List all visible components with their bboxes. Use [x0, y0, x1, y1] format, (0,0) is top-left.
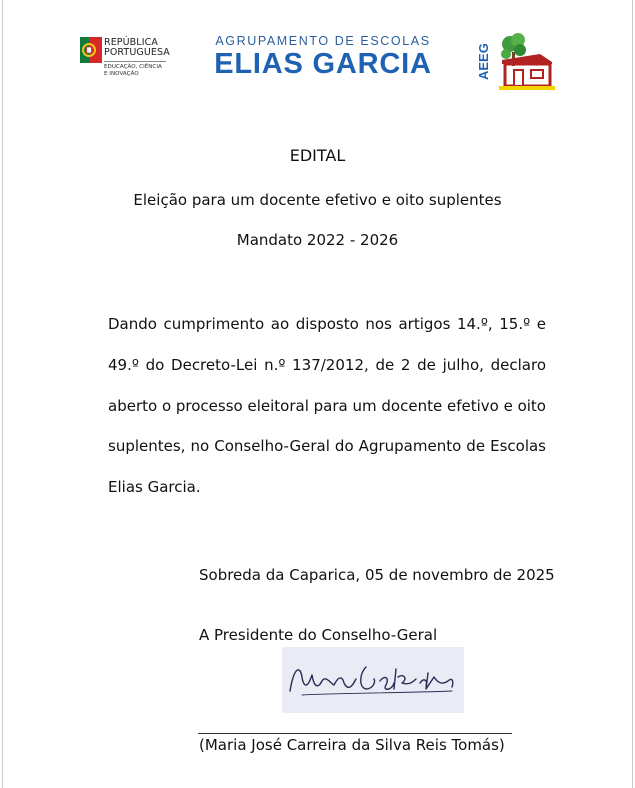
- document-title: EDITAL: [289, 146, 346, 165]
- agrupamento-logo-line2: ELIAS GARCIA: [214, 48, 432, 80]
- place-and-date: Sobreda da Caparica, 05 de novembro de 2025: [199, 566, 555, 584]
- aeeg-school-emblem-icon: [476, 30, 558, 92]
- ministry-line1: EDUCAÇÃO, CIÊNCIA: [104, 64, 162, 70]
- aeeg-logo-text: AEEG: [476, 43, 491, 80]
- document-subtitle: Eleição para um docente efetivo e oito suplentes: [133, 191, 502, 209]
- republica-line2: PORTUGUESA: [104, 47, 170, 58]
- page-edge-right: [632, 0, 633, 788]
- paragraph-line: Dando cumprimento ao disposto nos artigos 14.º, 15.º e: [108, 315, 546, 333]
- document-header: [0, 30, 635, 92]
- signer-role: A Presidente do Conselho-Geral: [199, 626, 438, 644]
- signer-name: (Maria José Carreira da Silva Reis Tomás): [199, 736, 505, 754]
- ministry-line2: E INOVAÇÃO: [104, 70, 139, 77]
- paragraph-line: aberto o processo eleitoral para um docente efetivo e oito: [108, 396, 546, 415]
- page-edge-left: [2, 0, 3, 788]
- paragraph-line: Elias Garcia.: [108, 478, 201, 497]
- republica-portuguesa-logo: [80, 35, 190, 85]
- body-paragraph: [108, 304, 546, 508]
- signature-scribble-icon: [282, 647, 464, 713]
- signature-line: [198, 733, 512, 734]
- ministry-name: [104, 64, 162, 77]
- republica-divider: [104, 61, 166, 62]
- aeeg-logo: [476, 30, 558, 92]
- paragraph-line: 49.º do Decreto-Lei n.º 137/2012, de 2 de julho, declaro: [108, 355, 546, 374]
- paragraph-line: suplentes, no Conselho-Geral do Agrupamento de Escolas: [108, 437, 546, 456]
- handwritten-signature: [282, 647, 464, 713]
- agrupamento-logo-line1: AGRUPAMENTO DE ESCOLAS: [215, 34, 431, 48]
- agrupamento-escolas-logo: [212, 34, 434, 86]
- mandate-period: Mandato 2022 - 2026: [236, 231, 399, 249]
- portugal-flag-emblem-icon: [80, 37, 102, 63]
- republica-title: [104, 38, 170, 58]
- republica-line1: REPÚBLICA: [104, 37, 158, 48]
